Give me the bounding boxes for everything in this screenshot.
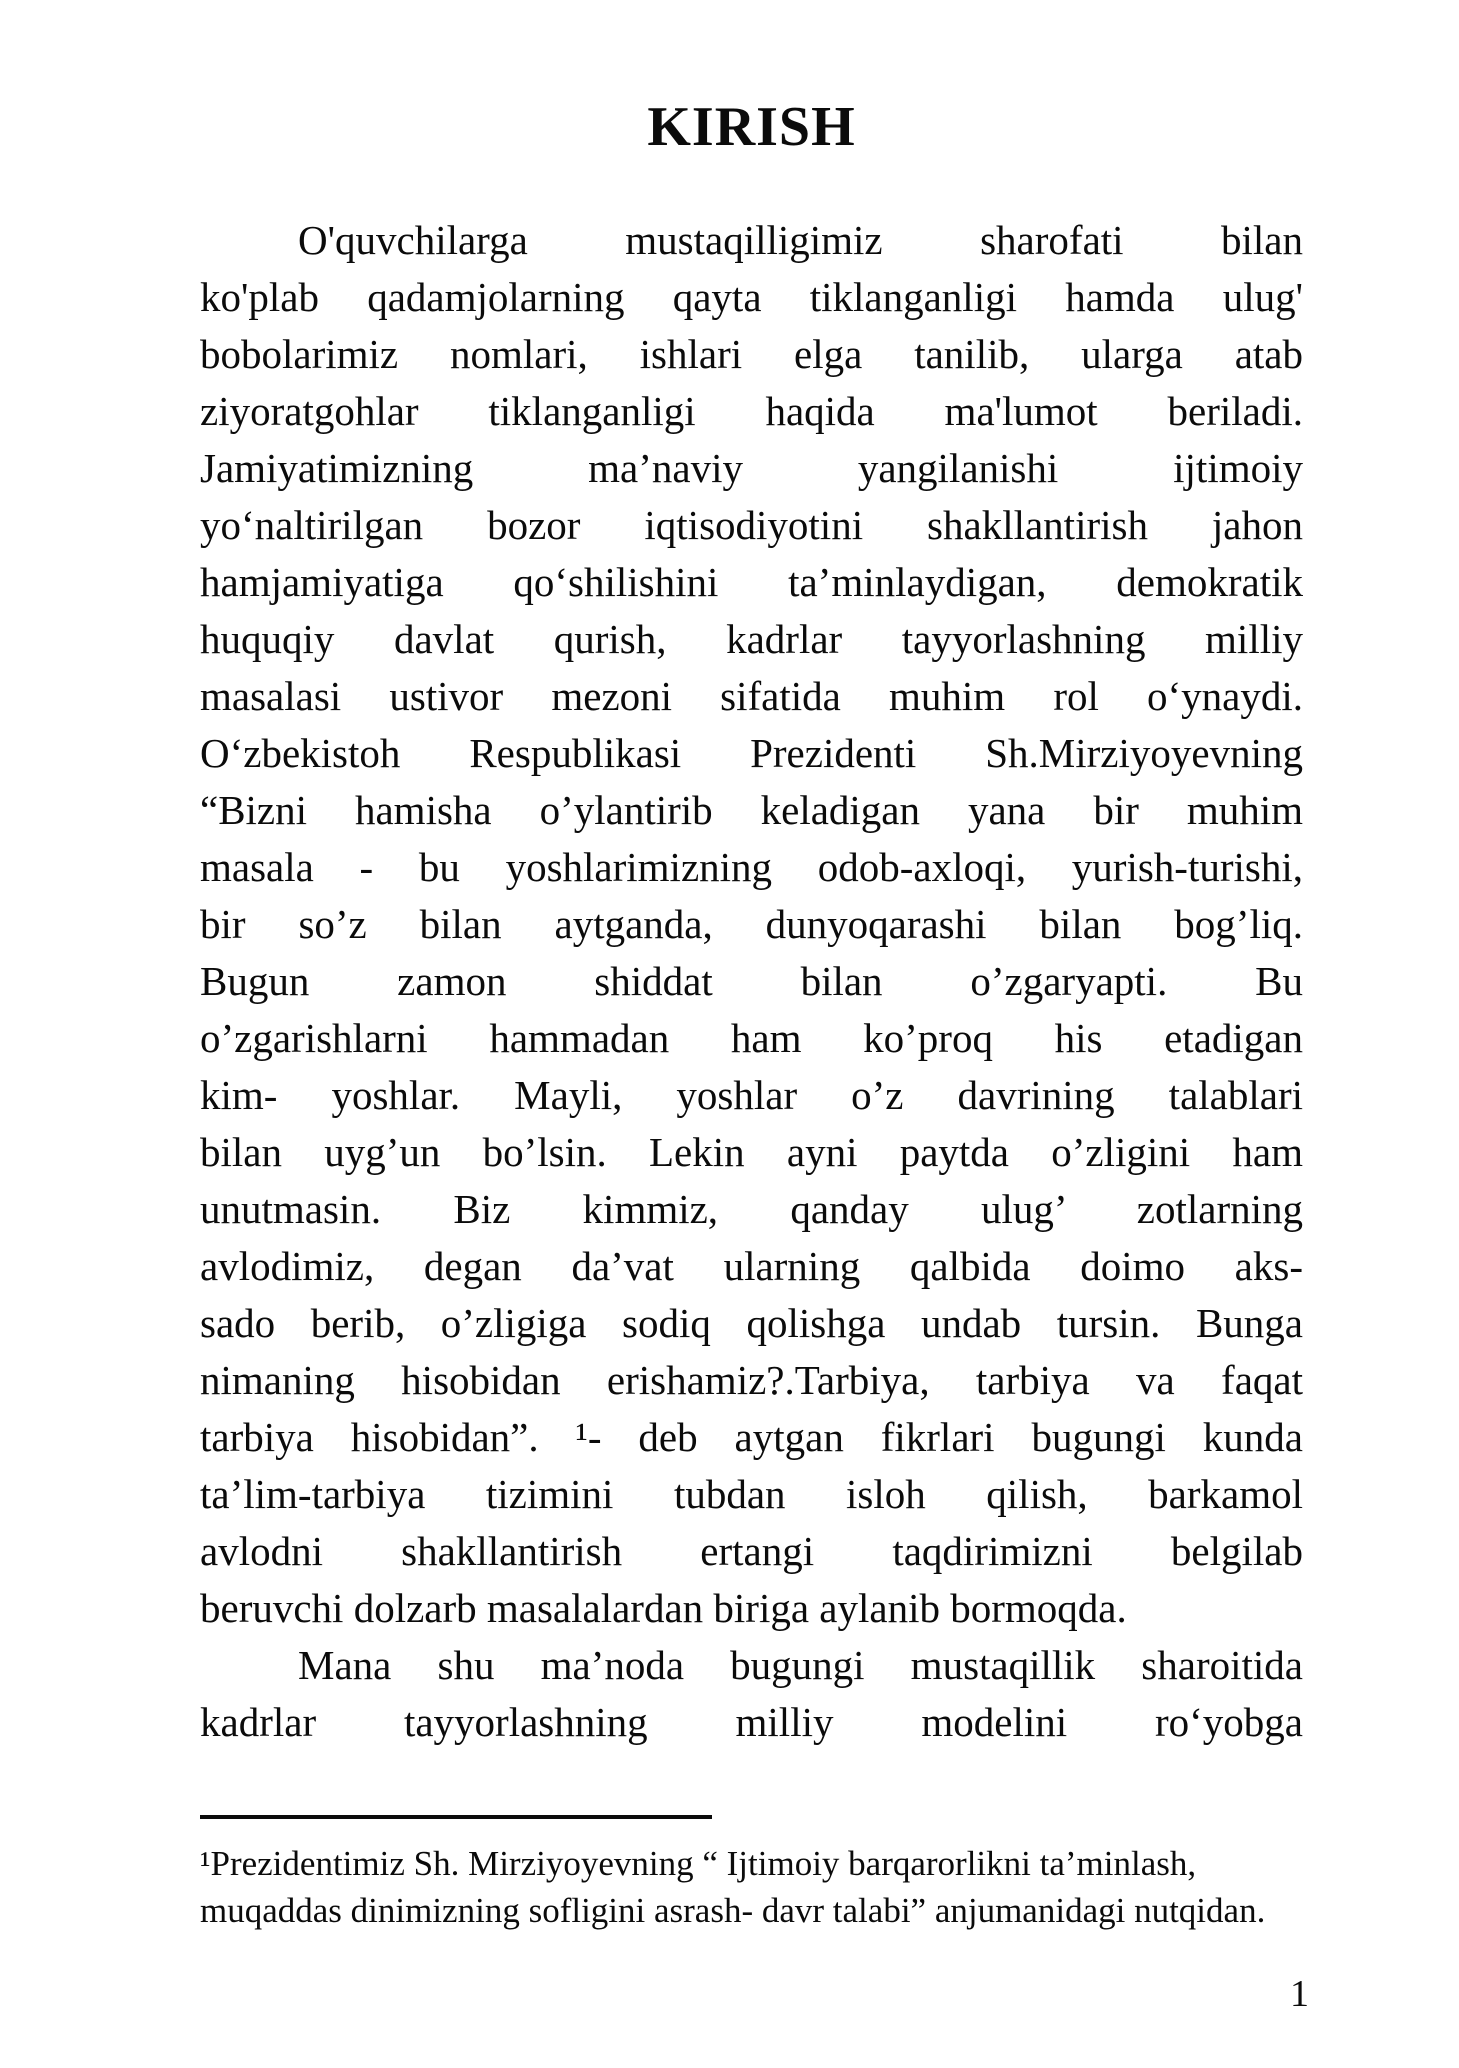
text-line: Mana shu ma’noda bugungi mustaqillik sharoitida <box>298 1642 1303 1688</box>
text-line: Oʻzbekistoh Respublikasi Prezidenti Sh.Mirziyoyevning <box>200 730 1303 776</box>
text-line: ko'plab qadamjolarning qayta tiklanganligi hamda ulug' <box>200 274 1303 320</box>
text-line: Bugun zamon shiddat bilan o’zgaryapti. Bu <box>200 958 1303 1004</box>
text-line: tarbiya hisobidan”. ¹- deb aytgan fikrlari bugungi kunda <box>200 1414 1303 1460</box>
text-line: yoʻnaltirilgan bozor iqtisodiyotini shakllantirish jahon <box>200 502 1303 548</box>
text-line: beruvchi dolzarb masalalardan biriga aylanib bormoqda. <box>200 1585 1127 1631</box>
text-line: ziyoratgohlar tiklanganligi haqida ma'lumot beriladi. <box>200 388 1303 434</box>
text-line: nimaning hisobidan erishamiz?.Tarbiya, tarbiya va faqat <box>200 1357 1303 1403</box>
text-line: masalasi ustivor mezoni sifatida muhim rol oʻynaydi. <box>200 673 1303 719</box>
text-line: O'quvchilarga mustaqilligimiz sharofati bilan <box>298 217 1303 263</box>
footnote-line: muqaddas dinimizning sofligini asrash- davr talabi” anjumanidagi nutqidan. <box>200 1891 1266 1930</box>
text-line: bir so’z bilan aytganda, dunyoqarashi bilan bog’liq. <box>200 901 1303 947</box>
text-line: masala - bu yoshlarimizning odob-axloqi, yurish-turishi, <box>200 844 1303 890</box>
text-line: avlodni shakllantirish ertangi taqdirimizni belgilab <box>200 1528 1303 1574</box>
text-line: kadrlar tayyorlashning milliy modelini roʻyobga <box>200 1699 1303 1745</box>
text-line: sado berib, o’zligiga sodiq qolishga undab tursin. Bunga <box>200 1300 1303 1346</box>
text-line: bilan uyg’un bo’lsin. Lekin ayni paytda o’zligini ham <box>200 1129 1303 1175</box>
text-line: hamjamiyatiga qoʻshilishini ta’minlaydigan, demokratik <box>200 559 1303 605</box>
text-line: kim- yoshlar. Mayli, yoshlar o’z davrining talablari <box>200 1072 1303 1118</box>
text-line: Jamiyatimizning ma’naviy yangilanishi ijtimoiy <box>200 445 1303 491</box>
text-line: bobolarimiz nomlari, ishlari elga tanilib, ularga atab <box>200 331 1303 377</box>
footnote-line: ¹Prezidentimiz Sh. Mirziyoyevning “ Ijtimoiy barqarorlikni ta’minlash, <box>200 1844 1197 1883</box>
text-line: unutmasin. Biz kimmiz, qanday ulug’ zotlarning <box>200 1186 1303 1232</box>
page-title: KIRISH <box>647 96 856 158</box>
page-number: 1 <box>1290 1973 1309 2015</box>
text-line: avlodimiz, degan da’vat ularning qalbida doimo aks- <box>200 1243 1303 1289</box>
text-line: “Bizni hamisha o’ylantirib keladigan yana bir muhim <box>200 787 1303 833</box>
text-line: ta’lim-tarbiya tizimini tubdan isloh qilish, barkamol <box>200 1471 1303 1517</box>
footnote-separator-rule <box>200 1815 712 1819</box>
text-line: o’zgarishlarni hammadan ham ko’proq his etadigan <box>200 1015 1303 1061</box>
footnote <box>200 1840 1315 1934</box>
body-text <box>200 212 1303 1751</box>
text-line: huquqiy davlat qurish, kadrlar tayyorlashning milliy <box>200 616 1303 662</box>
